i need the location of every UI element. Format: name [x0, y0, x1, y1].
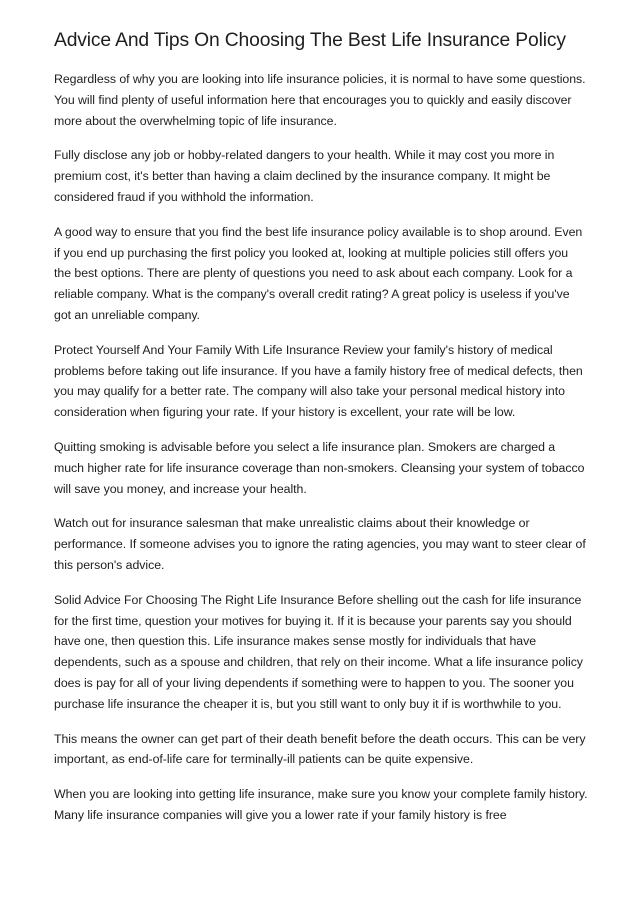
paragraph-5: Quitting smoking is advisable before you select a life insurance plan. Smokers are charged a much higher rate for life insurance coverage than non-smokers. Cleansing your system of tobacco will save you money, and increase your health. [54, 439, 585, 496]
paragraph-8: This means the owner can get part of their death benefit before the death occurs. This can be very important, as end-of-life care for terminally-ill patients can be quite expensive. [54, 731, 586, 767]
paragraph-3: A good way to ensure that you find the best life insurance policy available is to shop around. Even if you end up purchasing the first policy you looked at, looking at multiple policies still offers you the best options. There are plenty of questions you need to ask about each company. Look for a reliable company. What is the company's overall credit rating? A great policy is useless if you've got an unreliable company. [54, 224, 583, 322]
paragraph-6: Watch out for insurance salesman that make unrealistic claims about their knowledge or performance. If someone advises you to ignore the rating agencies, you may want to steer clear of this person's advice. [54, 516, 586, 572]
page-title: Advice And Tips On Choosing The Best Life Insurance Policy [54, 30, 566, 51]
document-page [54, 25, 588, 840]
paragraph-1: Regardless of why you are looking into life insurance policies, it is normal to have some questions. You will find plenty of useful information here that encourages you to quickly and easily discover more about the overwhelming topic of life insurance. [54, 72, 586, 128]
paragraph-9: When you are looking into getting life insurance, make sure you know your complete family history. Many life insurance companies will give you a lower rate if your family history is free [54, 787, 588, 822]
paragraph-7: Solid Advice For Choosing The Right Life Insurance Before shelling out the cash for life insurance for the first time, question your motives for buying it. If it is because your parents say you should have one, then question this. Life insurance makes sense mostly for individuals that have dependents, such as a spouse and children, that rely on their income. What a life insurance policy does is pay for all of your living dependents if something were to happen to you. The sooner you purchase life insurance the cheaper it is, but you still want to only buy it if is worthwhile to you. [54, 592, 583, 711]
paragraph-4: Protect Yourself And Your Family With Life Insurance Review your family's history of medical problems before taking out life insurance. If you have a family history free of medical defects, then you may qualify for a better rate. The company will also take your personal medical history into consideration when figuring your rate. If your history is excellent, your rate will be low. [54, 342, 583, 420]
paragraph-2: Fully disclose any job or hobby-related dangers to your health. While it may cost you more in premium cost, it's better than having a claim declined by the insurance company. It might be considered fraud if you withhold the information. [54, 148, 555, 204]
